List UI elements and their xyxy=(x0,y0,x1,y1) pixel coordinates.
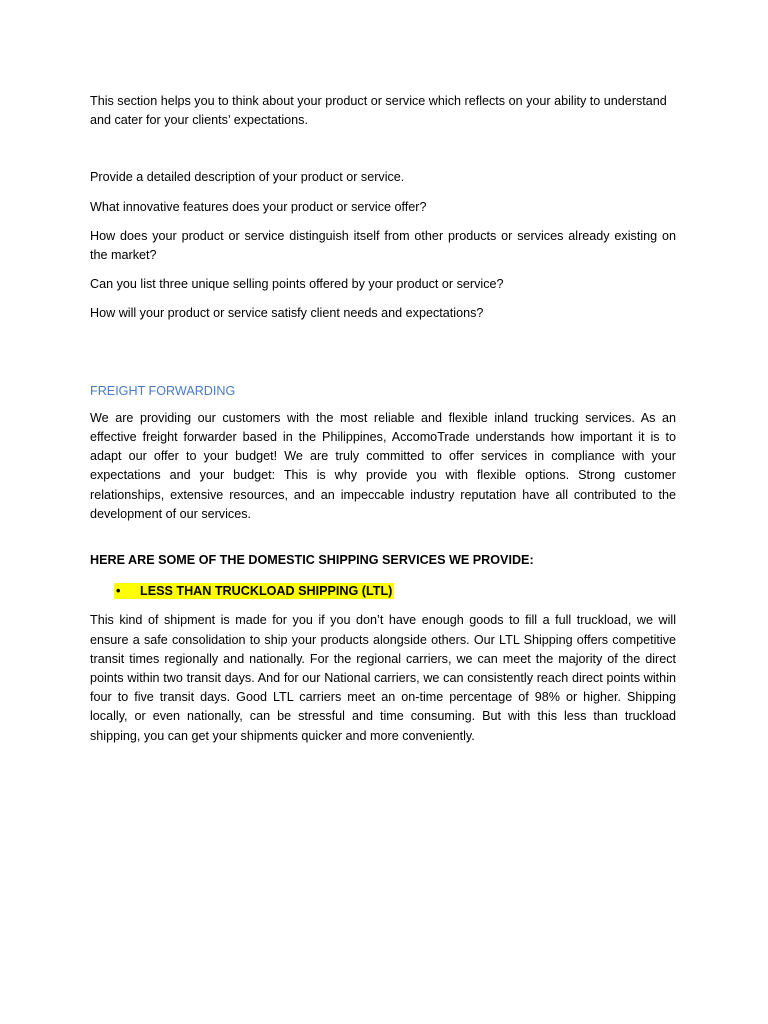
ltl-bullet-item xyxy=(90,582,676,601)
question-selling-points: Can you list three unique selling points offered by your product or service? xyxy=(90,277,504,292)
domestic-services-heading: HERE ARE SOME OF THE DOMESTIC SHIPPING SERVICES WE PROVIDE: xyxy=(90,553,534,568)
document-page xyxy=(90,92,676,746)
question-innovative-features: What innovative features does your product or service offer? xyxy=(90,199,427,214)
ltl-paragraph: This kind of shipment is made for you if you don’t have enough goods to fill a full truckload, we will ensure a safe consolidation to ship your products alongside others. Our LTL Shipping offers competitive transit times regionally and nationally. For the regional carriers, we can meet the majority of the direct points within two transit days. And for our National carriers, we can consistently reach direct points within four to five transit days. Good LTL carriers meet an on-time percentage of 98% or higher. Shipping locally, or even nationally, can be stressful and time consuming. But with this less than truckload shipping, you can get your shipments quicker and more conveniently. xyxy=(90,613,676,743)
freight-forwarding-paragraph: We are providing our customers with the most reliable and flexible inland trucking services. As an effective freight forwarder based in the Philippines, AccomoTrade understands how important it is to adapt our offer to your budget! We are truly committed to offer services in compliance with your expectations and your budget: This is why provide you with flexible options. Strong customer relationships, extensive resources, and an impeccable industry reputation have all contributed to the development of our services. xyxy=(90,410,676,521)
bullet-icon: • xyxy=(116,584,121,599)
freight-forwarding-heading: FREIGHT FORWARDING xyxy=(90,383,236,398)
ltl-bullet-label: LESS THAN TRUCKLOAD SHIPPING (LTL) xyxy=(140,584,393,599)
question-description: Provide a detailed description of your product or service. xyxy=(90,170,405,185)
intro-paragraph: This section helps you to think about your product or service which reflects on your ability to understand and cater for your clients’ expectations. xyxy=(90,94,667,128)
question-distinguish: How does your product or service distinguish itself from other products or services already existing on the market? xyxy=(90,228,676,263)
question-client-needs: How will your product or service satisfy client needs and expectations? xyxy=(90,306,484,321)
ltl-highlight xyxy=(114,583,394,599)
